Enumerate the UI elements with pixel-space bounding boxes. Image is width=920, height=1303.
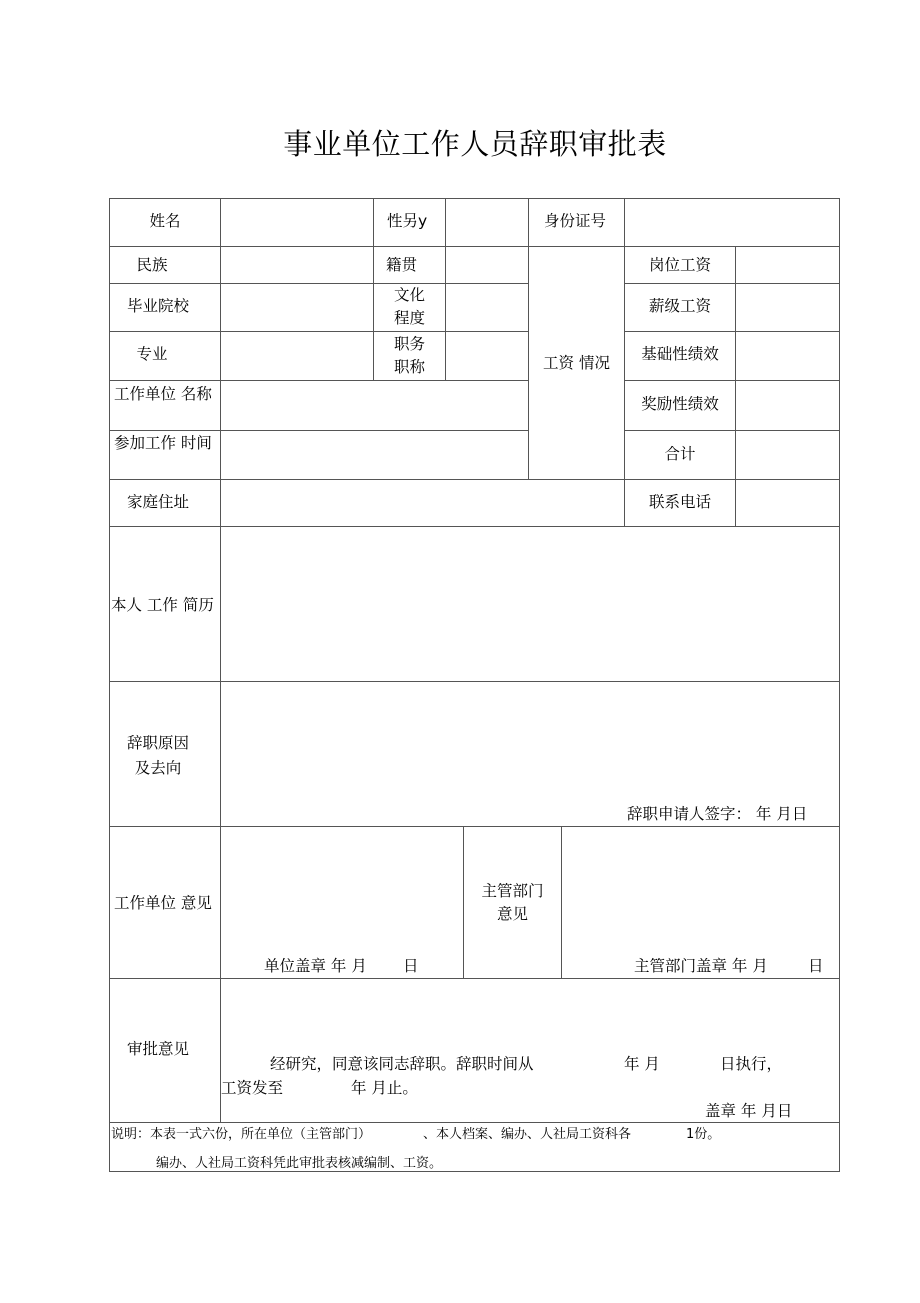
label-major: 专业	[136, 345, 168, 363]
page-title: 事业单位工作人员辞职审批表	[283, 127, 667, 161]
label-education-line2: 程度	[393, 309, 425, 327]
approval-seal-date: 盖章 年 月日	[705, 1102, 793, 1120]
label-salary-group: 工资 情况	[543, 354, 610, 372]
label-post-salary: 岗位工资	[648, 256, 711, 274]
label-gender: 性另y	[387, 212, 428, 230]
dept-seal-day: 日	[808, 957, 824, 975]
unit-seal-day: 日	[403, 957, 419, 975]
label-basic-performance: 基础性绩效	[641, 345, 719, 363]
approval-text-3: 日执行，	[720, 1055, 783, 1073]
label-id-card: 身份证号	[544, 212, 607, 230]
label-native-place: 籍贯	[386, 256, 418, 274]
label-reason-line1: 辞职原因	[126, 734, 189, 752]
note-line1-b: 、本人档案、编办、人社局工资科各	[423, 1127, 632, 1142]
label-bonus-performance: 奖励性绩效	[641, 395, 719, 413]
approval-text-5: 年 月止。	[351, 1079, 418, 1097]
label-school: 毕业院校	[126, 297, 189, 315]
label-phone: 联系电话	[648, 493, 711, 511]
label-address: 家庭住址	[126, 493, 189, 511]
label-approval: 审批意见	[126, 1040, 189, 1058]
label-total: 合计	[664, 445, 696, 463]
approval-text-4: 工资发至	[221, 1079, 284, 1097]
label-unit-opinion: 工作单位 意见	[114, 894, 212, 912]
label-ethnicity: 民族	[136, 256, 168, 274]
note-line1-c: 1份。	[686, 1127, 721, 1142]
note-line2: 编办、人社局工资科凭此审批表核减编制、工资。	[156, 1156, 443, 1171]
label-name: 姓名	[149, 212, 181, 230]
unit-seal-date: 单位盖章 年 月	[264, 957, 367, 975]
label-grade-salary: 薪级工资	[648, 297, 711, 315]
label-dept-opinion-line1: 主管部门	[481, 882, 544, 900]
approval-text-1: 经研究，同意该同志辞职。辞职时间从	[270, 1055, 534, 1073]
applicant-signature: 辞职申请人签字： 年 月日	[627, 805, 808, 823]
label-title-line2: 职称	[393, 358, 425, 376]
label-work-unit: 工作单位 名称	[114, 385, 212, 403]
label-resume: 本人 工作 简历	[111, 596, 214, 614]
label-title-line1: 职务	[393, 335, 425, 353]
label-work-start: 参加工作 时间	[114, 434, 212, 452]
label-dept-opinion-line2: 意见	[496, 905, 528, 923]
label-reason-line2: 及去向	[134, 759, 182, 777]
dept-seal-date: 主管部门盖章 年 月	[634, 957, 768, 975]
approval-text-2: 年 月	[624, 1055, 660, 1073]
label-education-line1: 文化	[393, 286, 425, 304]
note-line1-a: 说明：本表一式六份，所在单位（主管部门）	[111, 1127, 372, 1142]
